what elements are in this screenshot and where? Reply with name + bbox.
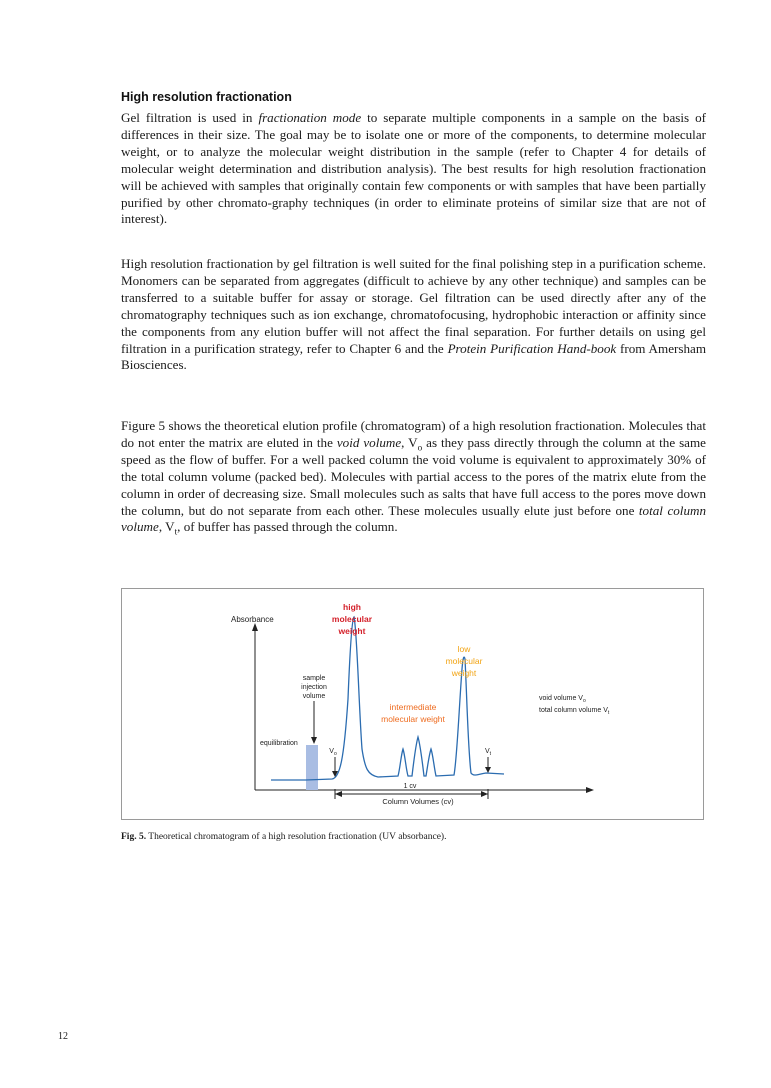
one-cv-label: 1 cv	[403, 783, 417, 790]
high-mw-label	[332, 602, 373, 636]
x-axis-arrow-icon	[586, 787, 594, 793]
svg-text:molecular: molecular	[445, 656, 483, 666]
caption-text: Theoretical chromatogram of a high resolution fractionation (UV absorbance).	[146, 832, 447, 842]
svg-text:sample: sample	[302, 675, 326, 682]
figure-caption	[121, 832, 446, 842]
caption-label: Fig. 5.	[121, 832, 147, 842]
vt-arrow-icon	[485, 767, 491, 773]
vo-marker-label: $V_o$	[329, 748, 337, 757]
intermediate-mw-label	[381, 702, 445, 724]
svg-text:weight: weight	[338, 626, 366, 636]
paragraph-polishing-step: High resolution fractionation by gel filtration is well suited for the final polishing step in a purification scheme. Monomers can be separated from aggregates (difficult to achieve by any other technique) and samples can be transferred to a suitable buffer for assay or storage. Gel filtration can be used directly after any of the chromatography techniques such as ion exchange, chromatofocusing, hydrophobic interaction or affinity since the components from any elution buffer will not affect the final separation. For further details on using gel filtration in a purification strategy, refer to Chapter 6 and the Protein Purification Hand-book from Amersham Biosciences.	[121, 256, 707, 373]
svg-text:molecular: molecular	[331, 614, 373, 624]
svg-text:high: high	[343, 602, 361, 612]
svg-text:injection: injection	[301, 684, 327, 691]
section-heading: High resolution fractionation	[121, 90, 292, 104]
legend-void-volume: void volume $V_o$	[539, 695, 586, 704]
chromatogram-figure	[121, 588, 704, 820]
injection-arrow-icon	[311, 737, 317, 744]
y-axis-arrow-icon	[252, 623, 258, 631]
legend-total-column-volume: total column volume $V_t$	[539, 707, 610, 716]
paragraph-elution-profile: Figure 5 shows the theoretical elution profile (chromatogram) of a high resolution fractionation. Molecules that do not enter the matrix are eluted in the void volume, $V_o$ as they pass directly through the column at the same speed as the flow of buffer. For a well packed column the void volume is equivalent to approximately 30% of the total column volume (packed bed). Molecules with partial access to the pores of the matrix elute from the column in order of decreasing size. Small molecules such as salts that have full access to the pores move down the column, but do not separate from each other. These molecules usually elute just before one total column volume, $V_t$, of buffer has passed through the column.	[121, 418, 706, 538]
svg-text:molecular weight: molecular weight	[381, 714, 445, 724]
x-axis-label: Column Volumes (cv)	[382, 797, 454, 806]
one-cv-arrow-right-icon	[481, 791, 488, 797]
svg-text:low: low	[457, 644, 471, 654]
svg-text:weight: weight	[451, 668, 477, 678]
y-axis-label: Absorbance	[231, 615, 274, 624]
low-mw-label	[446, 644, 483, 678]
vt-marker-label: $V_t$	[484, 748, 492, 757]
one-cv-arrow-left-icon	[335, 791, 342, 797]
page-number: 12	[58, 1031, 68, 1042]
paragraph-fractionation-mode: Gel filtration is used in fractionation mode to separate multiple components in a sample on the basis of differences in their size. The goal may be to isolate one or more of the components, to determine molecular weight, or to analyze the molecular weight distribution in the sample (refer to Chapter 4 for details of molecular weight determination and distribution analysis). The best results for high resolution fractionation will be achieved with samples that originally contain few components or with samples that have been partially purified by other chromato-graphy techniques (in order to eliminate proteins of similar size that are not of interest).	[121, 110, 706, 227]
sample-injection-label	[301, 675, 327, 700]
svg-text:volume: volume	[302, 693, 326, 700]
svg-text:intermediate: intermediate	[389, 702, 437, 712]
sample-injection-band	[306, 745, 318, 790]
equilibration-label: equilibration	[260, 740, 298, 747]
